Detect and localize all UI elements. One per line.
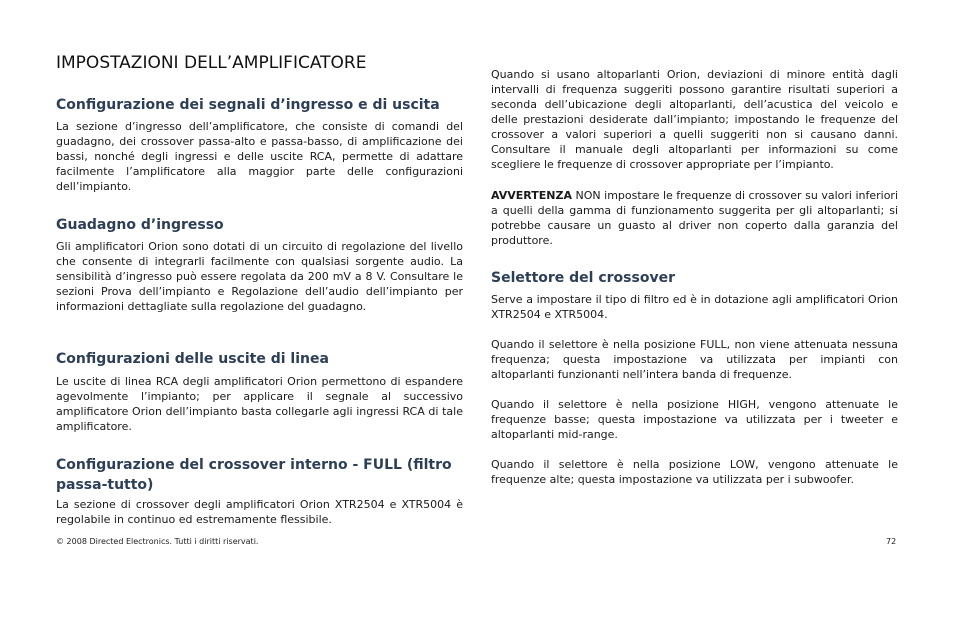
page-number: 72 <box>886 537 897 546</box>
section-heading-input-gain: Guadagno d’ingresso <box>56 217 224 233</box>
section-heading-internal-crossover: Configurazione del crossover interno - FULL (filtro passa-tutto) <box>56 457 452 493</box>
section-heading-crossover-selector: Selettore del crossover <box>491 270 675 286</box>
section-body-io-config: La sezione d’ingresso dell’amplificatore, che consiste di comandi del guadagno, dei crossover passa-alto e passa-basso, di amplificazione dei bassi, nonché degli ingressi e delle uscite RCA, permette di adattare facilmente l’amplificatore alla maggior parte delle configurazioni dell’impianto. <box>56 120 463 193</box>
warning-paragraph <box>491 188 898 248</box>
warning-text: NON impostare le frequenze di crossover su valori inferiori a quelli della gamma di funzionamento suggerita per gli altoparlanti; si potrebbe causare un guasto al driver non coperto dalla garanzia del produttore. <box>491 189 898 247</box>
warning-label: AVVERTENZA <box>491 189 572 202</box>
selector-full-paragraph: Quando il selettore è nella posizione FULL, non viene attenuata nessuna frequenza; questa impostazione va utilizzata per impianti con altoparlanti funzionanti nell’intera banda di frequenze. <box>491 338 898 381</box>
section-body-input-gain: Gli amplificatori Orion sono dotati di un circuito di regolazione del livello che consente di integrarli facilmente con qualsiasi sorgente audio. La sensibilità d’ingresso può essere regolata da 200 mV a 8 V. Consultare le sezioni Prova dell’impianto e Regolazione dell’audio dell’impianto per informazioni dettagliate sulla regolazione del guadagno. <box>56 240 463 313</box>
copyright-notice: © 2008 Directed Electronics. Tutti i diritti riservati. <box>56 537 259 546</box>
section-heading-io-config: Configurazione dei segnali d’ingresso e di uscita <box>56 97 440 113</box>
section-heading-line-outputs: Configurazioni delle uscite di linea <box>56 351 329 367</box>
selector-description: Serve a impostare il tipo di filtro ed è in dotazione agli amplificatori Orion XTR2504 e XTR5004. <box>491 293 898 321</box>
section-body-internal-crossover: La sezione di crossover degli amplificatori Orion XTR2504 e XTR5004 è regolabile in continuo ed estremamente flessibile. <box>56 498 463 526</box>
section-body-line-outputs: Le uscite di linea RCA degli amplificatori Orion permettono di espandere agevolmente l’impianto; per applicare il segnale al successivo amplificatore Orion dell’impianto basta collegarle agli ingressi RCA di tale amplificatore. <box>56 375 463 433</box>
page-title: IMPOSTAZIONI DELL’AMPLIFICATORE <box>56 53 367 73</box>
selector-low-paragraph: Quando il selettore è nella posizione LOW, vengono attenuate le frequenze alte; questa impostazione va utilizzata per i subwoofer. <box>491 458 898 486</box>
crossover-intro-paragraph: Quando si usano altoparlanti Orion, deviazioni di minore entità dagli intervalli di frequenza suggeriti possono garantire risultati superiori a seconda dell’ubicazione degli altoparlanti, dell’acustica del veicolo e delle prestazioni desiderate dall’impianto; impostando le frequenze del crossover a valori superiori a quelli suggeriti non si causano danni. Consultare il manuale degli altoparlanti per informazioni su come scegliere le frequenze di crossover appropriate per l’impianto. <box>491 68 898 171</box>
selector-high-paragraph: Quando il selettore è nella posizione HIGH, vengono attenuate le frequenze basse; questa impostazione va utilizzata per i tweeter e altoparlanti mid-range. <box>491 398 898 441</box>
